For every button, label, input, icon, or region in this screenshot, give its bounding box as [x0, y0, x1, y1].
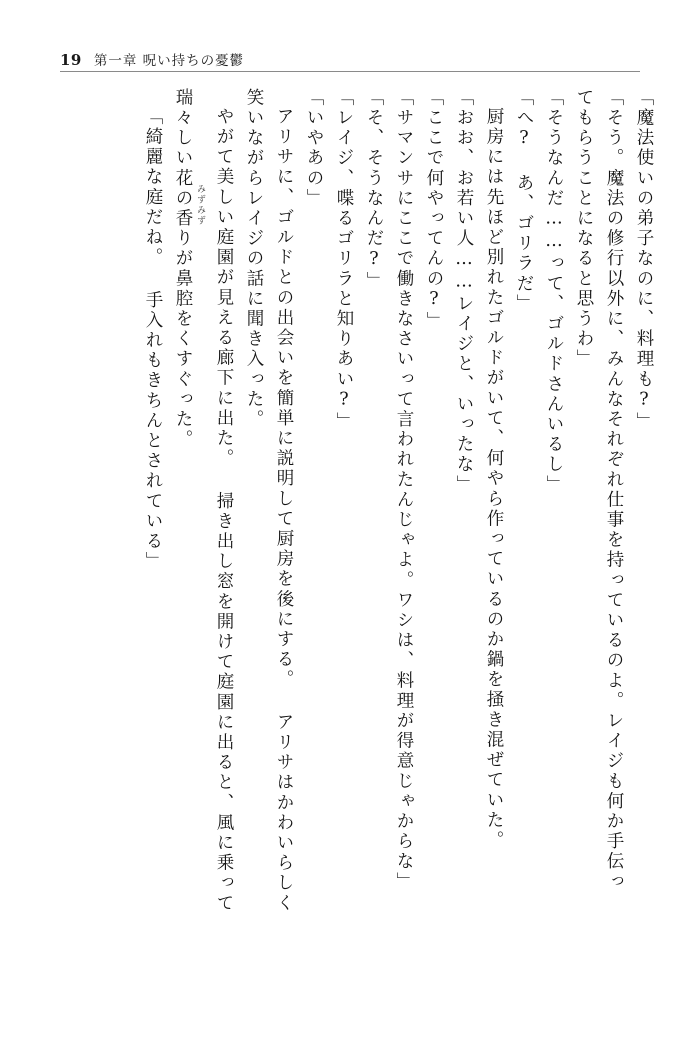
chapter-title: 第一章 呪い持ちの憂鬱 [93, 52, 245, 69]
text-column: 「そ、そうなんだ?」 [364, 88, 384, 292]
text-column: 厨房には先ほど別れたゴルドがいて、何やら作っているのか鍋を掻き混ぜていた。 [484, 107, 504, 851]
text-column: やがて美しい庭園が見える廊下に出た。 掃き出し窓を開けて庭園に出ると、風に乗って [214, 107, 234, 914]
text-column: 「サマンサにここで働きなさいって言われたんじゃよ。ワシは、料理が得意じゃからな」 [394, 88, 414, 892]
text-column: 「そう。魔法の修行以外に、みんなそれぞれ仕事を持っているのよ。レイジも何か手伝っ [604, 88, 624, 892]
running-header [60, 42, 640, 72]
text-column: 「綺麗な庭だね。 手入れもきちんとされている」 [143, 107, 163, 572]
text-column: 「ここで何やってんの?」 [424, 88, 444, 332]
text-column: 「いやあの」 [304, 88, 324, 209]
ruby-annotation: みずみず [195, 184, 205, 226]
text-column: アリサに、ゴルドとの出会いを簡単に説明して厨房を後にする。 アリサはかわいらしく [274, 107, 294, 914]
page-number: 19 [60, 51, 82, 69]
text-column: 瑞々しい花の香りが鼻腔をくすぐった。 [173, 88, 193, 450]
text-column: 「おお、お若い人……レイジと、いったな」 [454, 88, 474, 495]
text-column: 「レイジ、喋るゴリラと知りあい?」 [334, 88, 354, 433]
page-body [48, 88, 652, 1018]
text-column: 笑いながらレイジの話に聞き入った。 [244, 88, 264, 430]
text-column: てもらうことになると思うわ」 [574, 88, 594, 370]
text-column: 「へ? あ、ゴリラだ」 [514, 88, 534, 315]
text-column: 「魔法使いの弟子なのに、料理も?」 [634, 88, 654, 433]
text-column: 「そうなんだ……って、ゴルドさんいるし」 [544, 88, 564, 495]
